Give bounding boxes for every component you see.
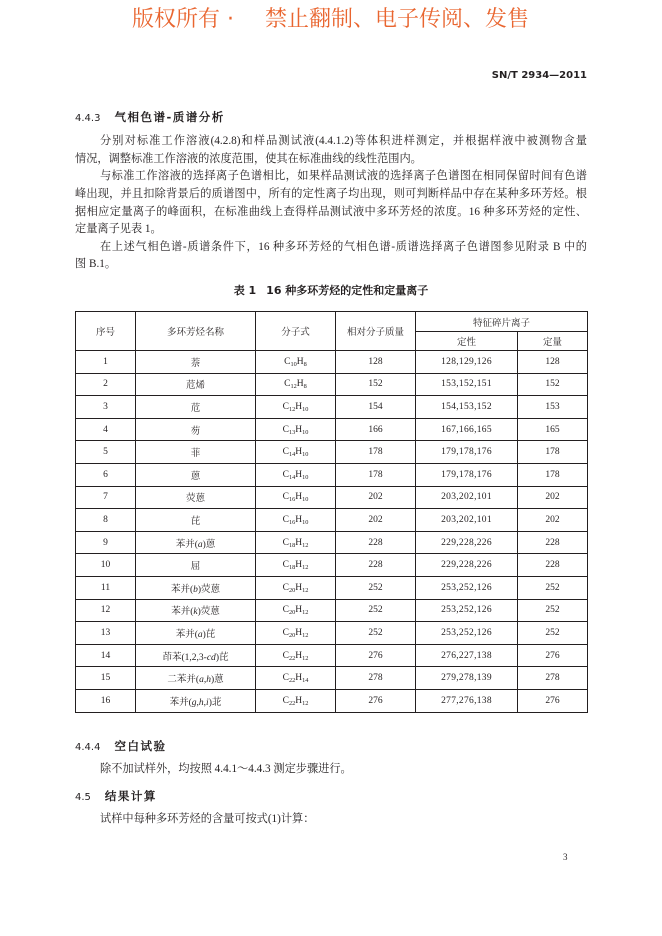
cell-formula: $C_{14}H_{10}$ <box>256 463 336 486</box>
cell-quantitative: 165 <box>518 418 588 441</box>
paragraph-line: 峰出现，并且扣除背景后的质谱图中，所有的定性离子均出现，则可判断样品中存在某种多环芳烃。根 <box>75 187 587 200</box>
italic-locant: g <box>191 697 197 708</box>
cell-name: 芘 <box>136 509 256 532</box>
cell-mw: 202 <box>336 509 416 532</box>
cell-name: 蒽 <box>136 463 256 486</box>
cell-name: 萘 <box>136 351 256 374</box>
table-row <box>76 509 588 532</box>
header-cell-qualitative: 定性 <box>416 332 518 351</box>
table-row <box>76 351 588 374</box>
formula-subscript: 22 <box>288 677 296 685</box>
formula-subscript: 12 <box>302 654 309 662</box>
cell-formula: $C_{20}H_{12}$ <box>256 576 336 599</box>
cell-qualitative: 154,153,152 <box>416 396 518 419</box>
table-header <box>76 312 588 351</box>
cell-mw: 252 <box>336 599 416 622</box>
cell-name: 苯并(a)芘 <box>136 622 256 645</box>
cell-formula: $C_{16}H_{10}$ <box>256 509 336 532</box>
copyright-notice-left: 版权所有 · <box>132 7 234 32</box>
cell-formula: $C_{20}H_{12}$ <box>256 622 336 645</box>
italic-locant: h <box>206 675 211 686</box>
cell-qualitative: 229,228,226 <box>416 531 518 554</box>
standard-code: SN/T 2934—2011 <box>491 70 587 81</box>
formula-subscript: 14 <box>302 677 309 685</box>
cell-qualitative: 203,202,101 <box>416 486 518 509</box>
cell-no: 14 <box>76 644 136 667</box>
cell-mw: 154 <box>336 396 416 419</box>
cell-no: 13 <box>76 622 136 645</box>
cell-no: 1 <box>76 351 136 374</box>
formula-subscript: 18 <box>288 541 296 549</box>
cell-quantitative: 276 <box>518 689 588 712</box>
formula-subscript: 16 <box>288 496 296 504</box>
cell-qualitative: 253,252,126 <box>416 599 518 622</box>
formula-subscript: 22 <box>288 699 296 707</box>
cell-quantitative: 228 <box>518 554 588 577</box>
cell-mw: 228 <box>336 554 416 577</box>
formula-subscript: 12 <box>288 405 296 413</box>
formula-subscript: 22 <box>288 654 296 662</box>
formula-subscript: 18 <box>288 564 296 572</box>
cell-name: 荧蒽 <box>136 486 256 509</box>
cell-qualitative: 229,228,226 <box>416 554 518 577</box>
formula-subscript: 8 <box>303 360 307 368</box>
cell-no: 12 <box>76 599 136 622</box>
cell-mw: 276 <box>336 644 416 667</box>
table-row <box>76 576 588 599</box>
section-number: 4.4.4 <box>75 742 101 753</box>
cell-quantitative: 252 <box>518 576 588 599</box>
cell-qualitative: 179,178,176 <box>416 441 518 464</box>
cell-mw: 152 <box>336 373 416 396</box>
cell-formula: $C_{12}H_{10}$ <box>256 396 336 419</box>
header-cell-formula: 分子式 <box>256 312 336 351</box>
italic-locant: a <box>197 539 203 550</box>
table-row <box>76 644 588 667</box>
cell-name: 苊烯 <box>136 373 256 396</box>
table-row <box>76 554 588 577</box>
table-row <box>76 622 588 645</box>
table-row <box>76 396 588 419</box>
formula-subscript: 20 <box>288 609 296 617</box>
cell-no: 7 <box>76 486 136 509</box>
cell-mw: 252 <box>336 622 416 645</box>
formula-subscript: 16 <box>288 518 296 526</box>
cell-quantitative: 278 <box>518 667 588 690</box>
formula-subscript: 10 <box>302 496 309 504</box>
cell-quantitative: 276 <box>518 644 588 667</box>
paragraph-line: 在上述气相色谱-质谱条件下，16 种多环芳烃的气相色谱-质谱选择离子色谱图参见附录 B 中的 <box>100 240 587 253</box>
cell-name: 二苯并(a,h)蒽 <box>136 667 256 690</box>
formula-subscript: 10 <box>302 518 309 526</box>
cell-quantitative: 202 <box>518 509 588 532</box>
formula-subscript: 20 <box>288 631 296 639</box>
formula-subscript: 12 <box>290 383 297 391</box>
italic-locant: b <box>193 584 198 595</box>
cell-formula: $C_{20}H_{12}$ <box>256 599 336 622</box>
cell-mw: 178 <box>336 463 416 486</box>
cell-formula: $C_{10}H_8$ <box>256 351 336 374</box>
formula-subscript: 10 <box>302 473 309 481</box>
table-row <box>76 441 588 464</box>
table-label: 表 1 <box>233 284 257 297</box>
cell-no: 4 <box>76 418 136 441</box>
cell-name: 屈 <box>136 554 256 577</box>
formula-subscript: 12 <box>302 564 309 572</box>
cell-formula: $C_{16}H_{10}$ <box>256 486 336 509</box>
cell-mw: 202 <box>336 486 416 509</box>
section-heading-4-5 <box>75 787 157 803</box>
cell-formula: $C_{22}H_{12}$ <box>256 644 336 667</box>
cell-quantitative: 178 <box>518 463 588 486</box>
section-4-4-4-body <box>75 761 587 779</box>
section-number: 4.4.3 <box>75 113 101 124</box>
table-row <box>76 418 588 441</box>
cell-no: 5 <box>76 441 136 464</box>
paragraph-line: 与标准工作溶液的选择离子色谱相比，如果样品测试液的选择离子色谱图在相同保留时间有色谱 <box>100 170 587 183</box>
cell-qualitative: 253,252,126 <box>416 576 518 599</box>
table-row <box>76 486 588 509</box>
cell-mw: 178 <box>336 441 416 464</box>
section-title: 结果计算 <box>104 789 157 803</box>
section-heading-4-4-3 <box>75 108 225 124</box>
header-cell-mw: 相对分子质量 <box>336 312 416 351</box>
cell-qualitative: 279,278,139 <box>416 667 518 690</box>
italic-locant: a <box>199 675 204 686</box>
table-row <box>76 599 588 622</box>
cell-quantitative: 202 <box>518 486 588 509</box>
table-title: 16 种多环芳烃的定性和定量离子 <box>266 284 429 297</box>
cell-quantitative: 152 <box>518 373 588 396</box>
formula-subscript: 12 <box>302 609 309 617</box>
cell-no: 8 <box>76 509 136 532</box>
paragraph-line: 分别对标准工作溶液(4.2.8)和样品测试液(4.4.1.2)等体积进样测定，并根据样液中被测物含量 <box>100 135 587 148</box>
section-4-5-body <box>75 811 587 829</box>
paragraph-line: 除不加试样外，均按照 4.4.1～4.4.3 测定步骤进行。 <box>100 763 352 776</box>
formula-subscript: 14 <box>288 473 296 481</box>
cell-no: 3 <box>76 396 136 419</box>
formula-subscript: 10 <box>290 360 297 368</box>
cell-no: 16 <box>76 689 136 712</box>
copyright-notice-right: 禁止翻制、电子传阅、发售 <box>265 7 530 32</box>
cell-formula: $C_{22}H_{12}$ <box>256 689 336 712</box>
section-number: 4.5 <box>75 792 91 803</box>
cell-formula: $C_{12}H_8$ <box>256 373 336 396</box>
cell-name: 苯并(k)荧蒽 <box>136 599 256 622</box>
header-cell-no: 序号 <box>76 312 136 351</box>
cell-name: 芴 <box>136 418 256 441</box>
paragraph-line: 情况，调整标准工作溶液的浓度范围，使其在标准曲线的线性范围内。 <box>75 152 422 165</box>
cell-formula: $C_{14}H_{10}$ <box>256 441 336 464</box>
cell-quantitative: 252 <box>518 622 588 645</box>
cell-mw: 252 <box>336 576 416 599</box>
cell-no: 2 <box>76 373 136 396</box>
table-row <box>76 667 588 690</box>
table-row <box>76 463 588 486</box>
section-4-4-3-body <box>75 133 587 274</box>
cell-quantitative: 178 <box>518 441 588 464</box>
cell-quantitative: 252 <box>518 599 588 622</box>
formula-subscript: 10 <box>302 451 309 459</box>
formula-subscript: 20 <box>288 586 296 594</box>
header-cell-name: 多环芳烃名称 <box>136 312 256 351</box>
italic-locant: i <box>206 697 209 708</box>
cell-qualitative: 153,152,151 <box>416 373 518 396</box>
section-title: 空白试验 <box>114 739 167 753</box>
cell-formula: $C_{13}H_{10}$ <box>256 418 336 441</box>
cell-mw: 278 <box>336 667 416 690</box>
italic-locant: h <box>198 697 204 708</box>
cell-mw: 166 <box>336 418 416 441</box>
header-cell-quantitative: 定量 <box>518 332 588 351</box>
cell-no: 10 <box>76 554 136 577</box>
cell-mw: 228 <box>336 531 416 554</box>
cell-quantitative: 153 <box>518 396 588 419</box>
page-number: 3 <box>563 852 568 862</box>
table-header-row <box>76 312 588 332</box>
table-body <box>76 351 588 713</box>
cell-mw: 128 <box>336 351 416 374</box>
table-row <box>76 689 588 712</box>
cell-qualitative: 167,166,165 <box>416 418 518 441</box>
cell-formula: $C_{18}H_{12}$ <box>256 554 336 577</box>
paragraph-line: 图 B.1。 <box>75 258 117 271</box>
ion-table <box>75 311 588 713</box>
cell-name: 苯并(g,h,i)苝 <box>136 689 256 712</box>
cell-no: 9 <box>76 531 136 554</box>
cell-qualitative: 276,227,138 <box>416 644 518 667</box>
cell-name: 苯并(b)荧蒽 <box>136 576 256 599</box>
formula-subscript: 12 <box>302 699 309 707</box>
copyright-notice <box>0 5 662 35</box>
table-caption <box>0 283 662 299</box>
italic-locant: cd <box>206 652 216 663</box>
section-title: 气相色谱-质谱分析 <box>114 110 225 124</box>
cell-name: 茚苯(1,2,3-cd)芘 <box>136 644 256 667</box>
formula-subscript: 12 <box>302 631 309 639</box>
italic-locant: k <box>193 607 198 618</box>
cell-qualitative: 128,129,126 <box>416 351 518 374</box>
paragraph-line: 据相应定量离子的峰面积，在标准曲线上查得样品测试液中多环芳烃的浓度。16 种多环芳烃的定性、 <box>75 205 587 218</box>
paragraph-line: 定量离子见表 1。 <box>75 223 162 236</box>
paragraph-line: 试样中每种多环芳烃的含量可按式(1)计算： <box>100 813 315 826</box>
cell-formula: $C_{18}H_{12}$ <box>256 531 336 554</box>
italic-locant: a <box>197 629 203 640</box>
formula-subscript: 12 <box>302 541 309 549</box>
cell-mw: 276 <box>336 689 416 712</box>
header-cell-ions: 特征碎片离子 <box>416 312 588 332</box>
formula-subscript: 13 <box>288 428 296 436</box>
formula-subscript: 10 <box>302 428 309 436</box>
cell-quantitative: 228 <box>518 531 588 554</box>
formula-subscript: 14 <box>288 451 296 459</box>
cell-name: 菲 <box>136 441 256 464</box>
table-row <box>76 373 588 396</box>
cell-no: 6 <box>76 463 136 486</box>
cell-no: 15 <box>76 667 136 690</box>
section-heading-4-4-4 <box>75 737 166 753</box>
cell-quantitative: 128 <box>518 351 588 374</box>
cell-name: 苯并(a)蒽 <box>136 531 256 554</box>
formula-subscript: 12 <box>302 586 309 594</box>
cell-qualitative: 203,202,101 <box>416 509 518 532</box>
cell-formula: $C_{22}H_{14}$ <box>256 667 336 690</box>
formula-subscript: 8 <box>303 383 307 391</box>
cell-qualitative: 179,178,176 <box>416 463 518 486</box>
cell-name: 苊 <box>136 396 256 419</box>
table-row <box>76 531 588 554</box>
cell-no: 11 <box>76 576 136 599</box>
cell-qualitative: 253,252,126 <box>416 622 518 645</box>
cell-qualitative: 277,276,138 <box>416 689 518 712</box>
formula-subscript: 10 <box>302 405 309 413</box>
